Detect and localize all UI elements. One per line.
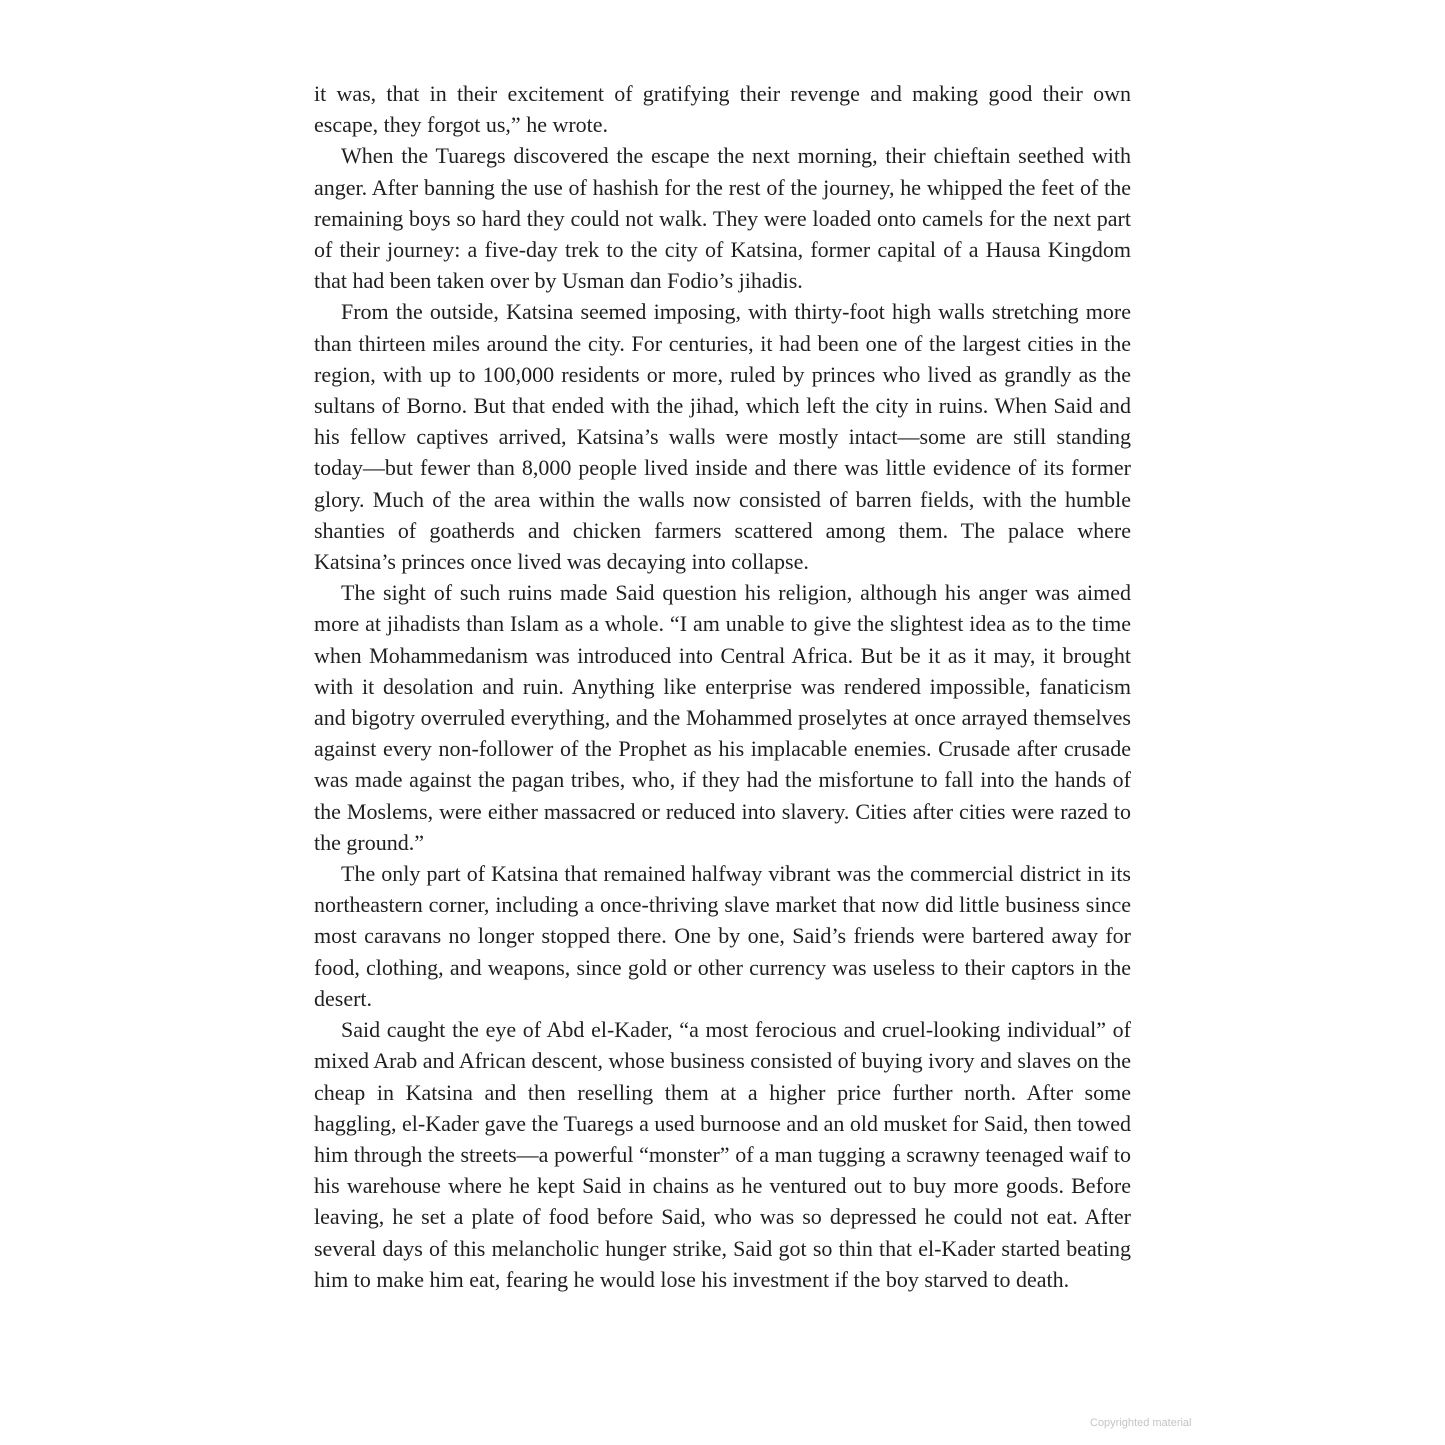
paragraph: it was, that in their excitement of gratifying their revenge and making good their own escape, they forgot us,” he wrote. xyxy=(314,81,1131,138)
paragraph: From the outside, Katsina seemed imposing, with thirty-foot high walls stretching more than thirteen miles around the city. For centuries, it had been one of the largest cities in the region, with up to 100,000 residents or more, ruled by princes who lived as grandly as the sultans of Borno. But that ended with the jihad, which left the city in ruins. When Said and his fellow captives arrived, Katsina’s walls were mostly intact—some are still standing today—but fewer than 8,000 people lived inside and there was little evidence of its former glory. Much of the area within the walls now consisted of barren fields, with the humble shanties of goatherds and chicken farmers scattered among them. The palace where Katsina’s princes once lived was decaying into collapse. xyxy=(314,299,1131,575)
paragraph: The sight of such ruins made Said question his religion, although his anger was aimed more at jihadists than Islam as a whole. “I am unable to give the slightest idea as to the time when Mohammedanism was introduced into Central Africa. But be it as it may, it brought with it desolation and ruin. Anything like enterprise was rendered impossible, fanaticism and bigotry overruled everything, and the Mohammed proselytes at once arrayed themselves against every non-follower of the Prophet as his implacable enemies. Crusade after crusade was made against the pagan tribes, who, if they had the misfortune to fall into the hands of the Moslems, were either massacred or reduced into slavery. Cities after cities were razed to the ground.” xyxy=(314,580,1131,855)
body-text xyxy=(314,78,1131,1295)
paragraph: When the Tuaregs discovered the escape the next morning, their chieftain seethed with anger. After banning the use of hashish for the rest of the journey, he whipped the feet of the remaining boys so hard they could not walk. They were loaded onto camels for the next part of their journey: a five-day trek to the city of Katsina, former capital of a Hausa Kingdom that had been taken over by Usman dan Fodio’s jihadis. xyxy=(314,143,1131,294)
paragraph: Said caught the eye of Abd el-Kader, “a most ferocious and cruel-looking individual” of mixed Arab and African descent, whose business consisted of buying ivory and slaves on the cheap in Katsina and then reselling them at a higher price further north. After some haggling, el-Kader gave the Tuaregs a used burnoose and an old musket for Said, then towed him through the streets—a powerful “monster” of a man tugging a scrawny teenaged waif to his warehouse where he kept Said in chains as he ventured out to buy more goods. Before leaving, he set a plate of food before Said, who was so depressed he could not eat. After several days of this melancholic hunger strike, Said got so thin that el-Kader started beating him to make him eat, fearing he would lose his investment if the boy starved to death. xyxy=(314,1017,1131,1292)
paragraph: The only part of Katsina that remained halfway vibrant was the commercial district in its northeastern corner, including a once-thriving slave market that now did little business since most caravans no longer stopped there. One by one, Said’s friends were bartered away for food, clothing, and weapons, since gold or other currency was useless to their captors in the desert. xyxy=(314,861,1131,1011)
copyright-watermark: Copyrighted material xyxy=(1090,1417,1192,1429)
